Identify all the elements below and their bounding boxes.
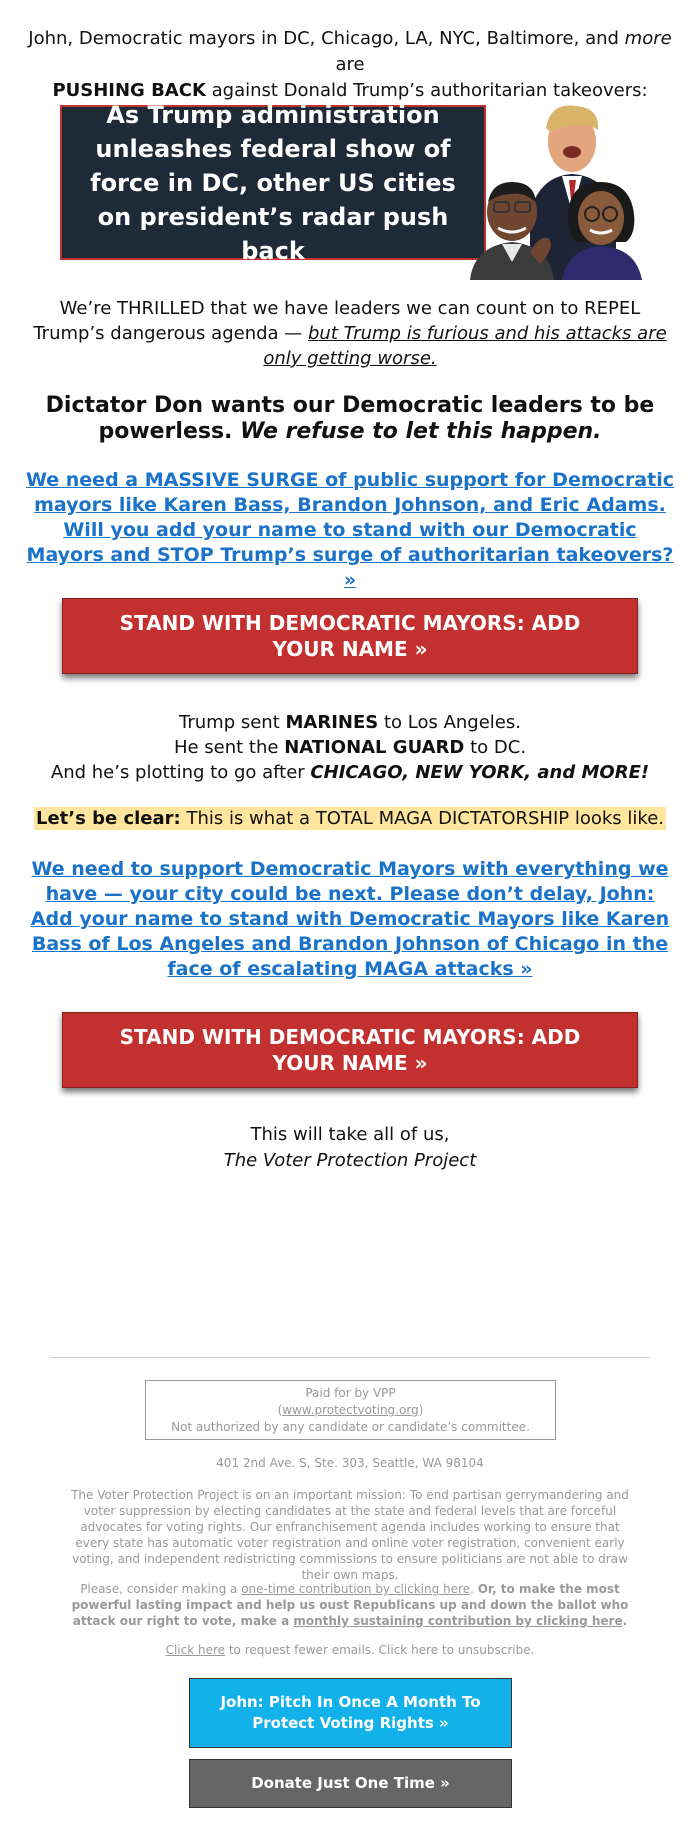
paid-url-link[interactable]: www.protectvoting.org	[282, 1403, 419, 1417]
support-mayors-link[interactable]: We need to support Democratic Mayors with everything we have — your city could be next. Please don’t delay, John: Add your name to stand with Democratic Mayors like Karen Bass of Los Angeles and Brandon Johnson of Chicago in the face of escalating MAGA attacks »	[30, 858, 670, 980]
line3-b: CHICAGO, NEW YORK, and MORE!	[310, 762, 650, 783]
signoff-line: This will take all of us,	[250, 1124, 450, 1145]
figure-right	[562, 182, 642, 280]
signoff-org: The Voter Protection Project	[223, 1150, 477, 1171]
paid-line1: Paid for by VPP	[305, 1386, 396, 1400]
headline-plain: Dictator Don wants our Democratic leaders to be powerless.	[45, 393, 655, 444]
one-time-donate-button[interactable]: Donate Just One Time »	[189, 1759, 512, 1808]
paid-for-box	[145, 1380, 556, 1440]
trump-sent-lines	[30, 710, 670, 785]
unsub-rest: to request fewer emails. Click here to unsubscribe.	[225, 1643, 535, 1657]
unsubscribe-text	[62, 1642, 638, 1658]
contribution-text	[62, 1581, 638, 1629]
clear-bold: Let’s be clear:	[36, 808, 181, 829]
signoff	[30, 1122, 670, 1174]
contrib-a: Please, consider making a	[80, 1582, 242, 1596]
clear-rest: This is what a TOTAL MAGA DICTATORSHIP looks like.	[180, 808, 664, 829]
fewer-emails-link[interactable]: Click here	[165, 1643, 226, 1657]
thrilled-paragraph	[30, 296, 670, 371]
thrilled-underlined: but Trump is furious and his attacks are only getting worse.	[263, 323, 667, 369]
line1-b: MARINES	[285, 712, 379, 733]
intro-line1-em: more	[624, 28, 672, 49]
line2-a: He sent the	[173, 737, 285, 758]
monthly-contribution-link[interactable]: monthly sustaining contribution by clicking here	[293, 1614, 623, 1628]
line2-b: NATIONAL GUARD	[284, 737, 465, 758]
intro-line1-end: are	[335, 54, 365, 75]
hero-image[interactable]	[60, 102, 652, 280]
thrilled-text: We’re THRILLED that we have leaders we can count on to REPEL Trump’s dangerous agenda —	[33, 298, 641, 344]
intro-text	[20, 26, 680, 104]
stand-with-mayors-button-2[interactable]: STAND WITH DEMOCRATIC MAYORS: ADD YOUR NAME »	[62, 1012, 638, 1088]
paid-line3: Not authorized by any candidate or candidate’s committee.	[171, 1420, 530, 1434]
paid-paren-close: )	[418, 1403, 424, 1417]
intro-line2-end: against Donald Trump’s authoritarian takeovers:	[205, 80, 648, 101]
contrib-b: .	[470, 1582, 478, 1596]
one-time-contribution-link[interactable]: one-time contribution by clicking here	[241, 1582, 471, 1596]
intro-line1-start: John, Democratic mayors in DC, Chicago, LA, NYC, Baltimore, and	[28, 28, 625, 49]
highlighted-text	[34, 807, 666, 830]
contrib-c: .	[622, 1614, 628, 1628]
monthly-donate-button[interactable]: John: Pitch In Once A Month To Protect Voting Rights »	[189, 1678, 512, 1748]
line1-a: Trump sent	[179, 712, 286, 733]
lets-be-clear	[30, 806, 670, 831]
stand-with-mayors-button[interactable]: STAND WITH DEMOCRATIC MAYORS: ADD YOUR NAME »	[62, 598, 638, 674]
line3-a: And he’s plotting to go after	[50, 762, 311, 783]
mailing-address: 401 2nd Ave. S, Ste. 303, Seattle, WA 98104	[216, 1456, 484, 1470]
line2-c: to DC.	[464, 737, 527, 758]
hero-photo	[450, 102, 652, 280]
footer-divider	[50, 1357, 650, 1358]
hero-headline: As Trump administration unleashes federal show of force in DC, other US cities on president’s radar push back	[90, 100, 456, 265]
intro-strong: PUSHING BACK	[52, 80, 206, 101]
paid-line2	[146, 1402, 555, 1419]
headline-italic: We refuse to let this happen.	[240, 419, 602, 444]
hero-headline-box	[60, 100, 486, 265]
dictator-headline	[30, 393, 670, 445]
surge-link[interactable]: We need a MASSIVE SURGE of public support for Democratic mayors like Karen Bass, Brandon Johnson, and Eric Adams. Will you add your name to stand with our Democratic Mayors and STOP Trump’s surge of authoritarian takeovers? »	[25, 469, 674, 591]
mission-statement: The Voter Protection Project is on an important mission: To end partisan gerrymandering and voter suppression by electing candidates at the state and federal levels that are forceful advocates for voting rights. Our enfranchisement agenda includes working to ensure that every state has automatic voter registration and online voter registration, convenient early voting, and independent redistricting commissions to ensure politicians are not able to draw their own maps.	[71, 1488, 629, 1582]
contrib-bold: Or, to make the most powerful lasting impact and help us oust Republicans up and down the ballot who attack our right to vote, make a	[71, 1582, 629, 1628]
paid-paren-open: (	[277, 1403, 283, 1417]
line1-c: to Los Angeles.	[378, 712, 521, 733]
